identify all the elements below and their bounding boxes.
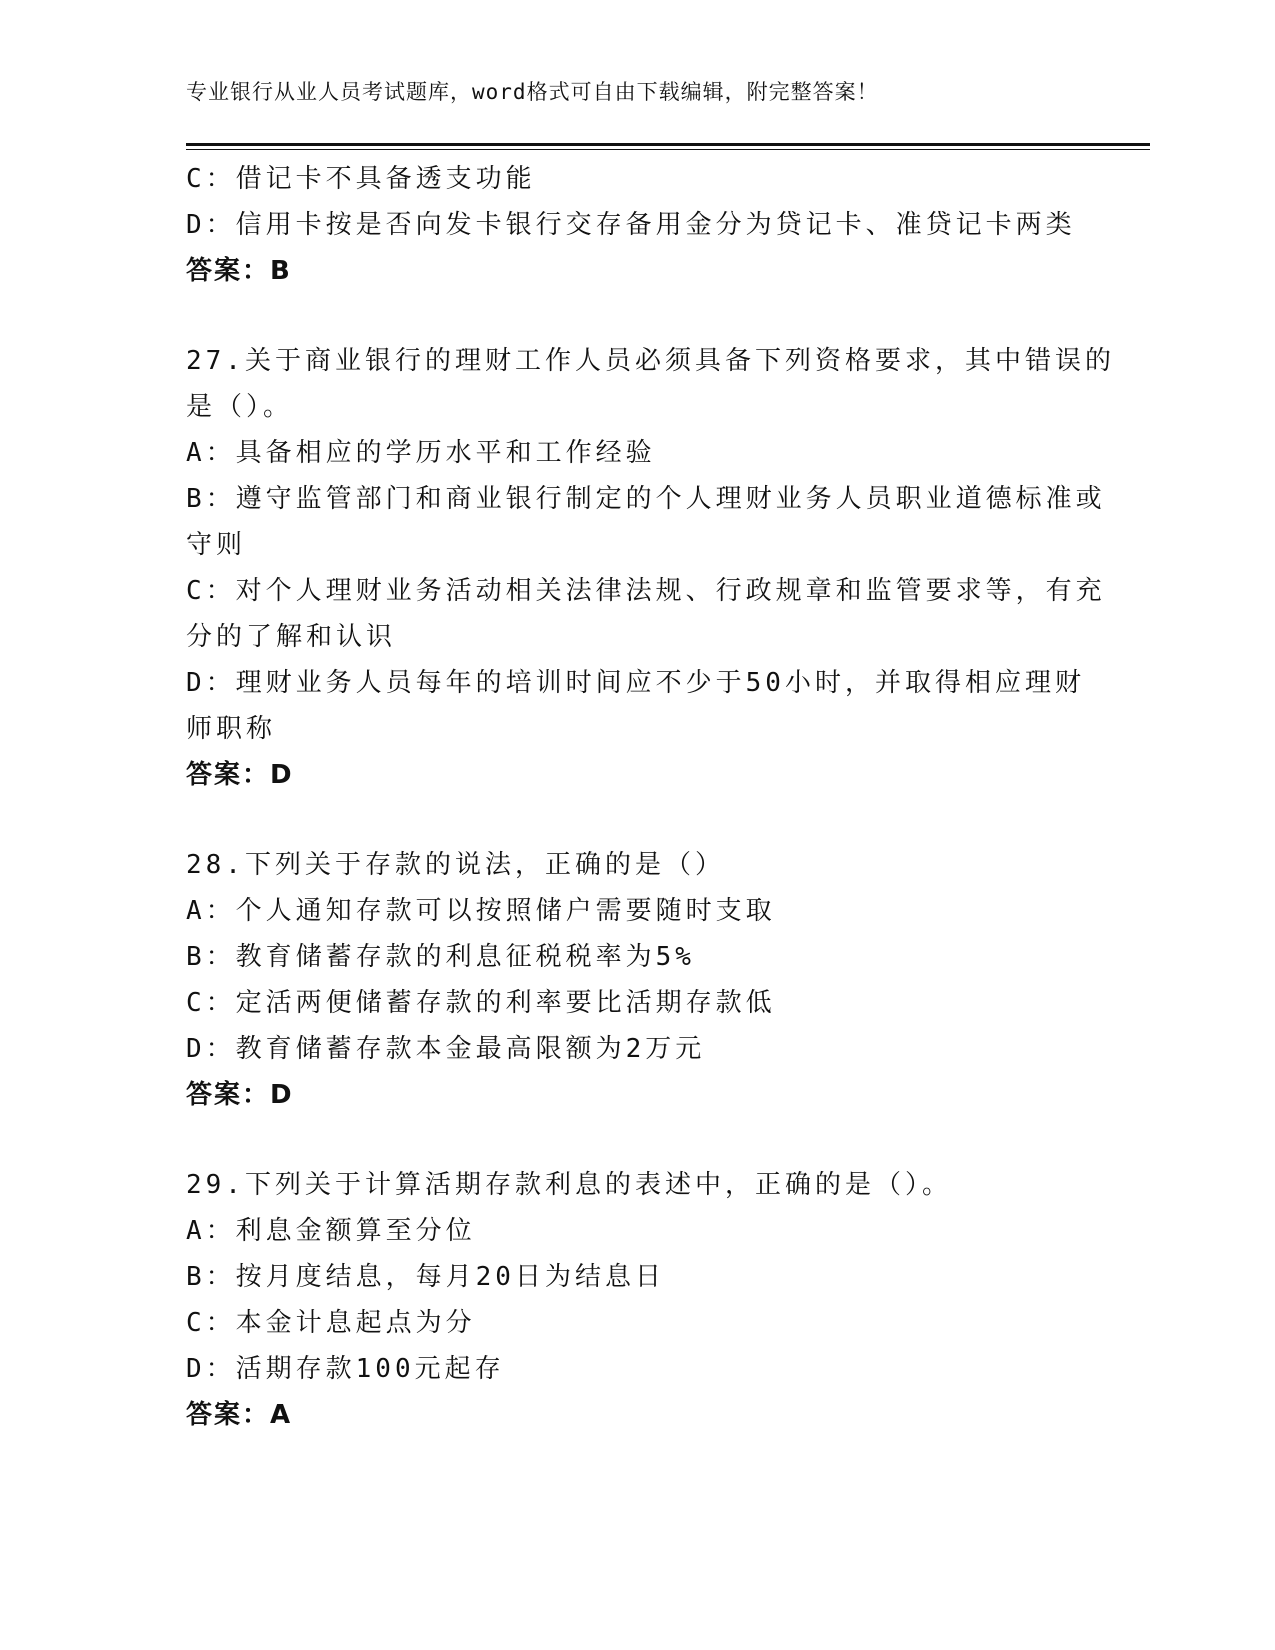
header-rule-thick	[186, 143, 1150, 146]
answer-line: 答案：D	[186, 1080, 294, 1110]
option-c: C：本金计息起点为分	[186, 1308, 476, 1338]
option-d: D：教育储蓄存款本金最高限额为2万元	[186, 1034, 706, 1064]
answer-line: 答案：D	[186, 760, 294, 790]
document-body	[186, 156, 1115, 1438]
question-28	[186, 842, 1086, 1118]
question-text: 27.关于商业银行的理财工作人员必须具备下列资格要求，其中错误的	[186, 346, 1115, 376]
question-text: 29.下列关于计算活期存款利息的表述中，正确的是（）。	[186, 1170, 952, 1200]
option-c-cont: 分的了解和认识	[186, 622, 397, 652]
option-a: A：个人通知存款可以按照储户需要随时支取	[186, 896, 776, 926]
option-d: D：理财业务人员每年的培训时间应不少于50小时，并取得相应理财	[186, 668, 1085, 698]
question-text: 是（）。	[186, 392, 294, 422]
option-b: B：遵守监管部门和商业银行制定的个人理财业务人员职业道德标准或	[186, 484, 1106, 514]
option-d-cont: 师职称	[186, 714, 277, 744]
spacer	[186, 1118, 1086, 1162]
option-a: A：具备相应的学历水平和工作经验	[186, 438, 656, 468]
question-text: 28.下列关于存款的说法，正确的是（）	[186, 850, 725, 880]
option-d: D：信用卡按是否向发卡银行交存备用金分为贷记卡、准贷记卡两类	[186, 210, 1076, 240]
spacer	[186, 798, 1086, 842]
question-27	[186, 338, 1115, 798]
option-c: C：对个人理财业务活动相关法律法规、行政规章和监管要求等，有充	[186, 576, 1106, 606]
option-b-cont: 守则	[186, 530, 247, 560]
page-header: 专业银行从业人员考试题库，word格式可自由下载编辑，附完整答案！	[186, 80, 879, 104]
option-c: C：借记卡不具备透支功能	[186, 164, 536, 194]
answer-line: 答案：B	[186, 256, 292, 286]
option-c: C：定活两便储蓄存款的利率要比活期存款低	[186, 988, 776, 1018]
option-d: D：活期存款100元起存	[186, 1354, 505, 1384]
header-rule-thin	[186, 149, 1150, 150]
option-b: B：教育储蓄存款的利息征税税率为5%	[186, 942, 695, 972]
question-fragment	[186, 156, 1086, 294]
spacer	[186, 294, 1086, 338]
answer-line: 答案：A	[186, 1400, 293, 1430]
option-b: B：按月度结息，每月20日为结息日	[186, 1262, 665, 1292]
question-29	[186, 1162, 1086, 1438]
option-a: A：利息金额算至分位	[186, 1216, 476, 1246]
